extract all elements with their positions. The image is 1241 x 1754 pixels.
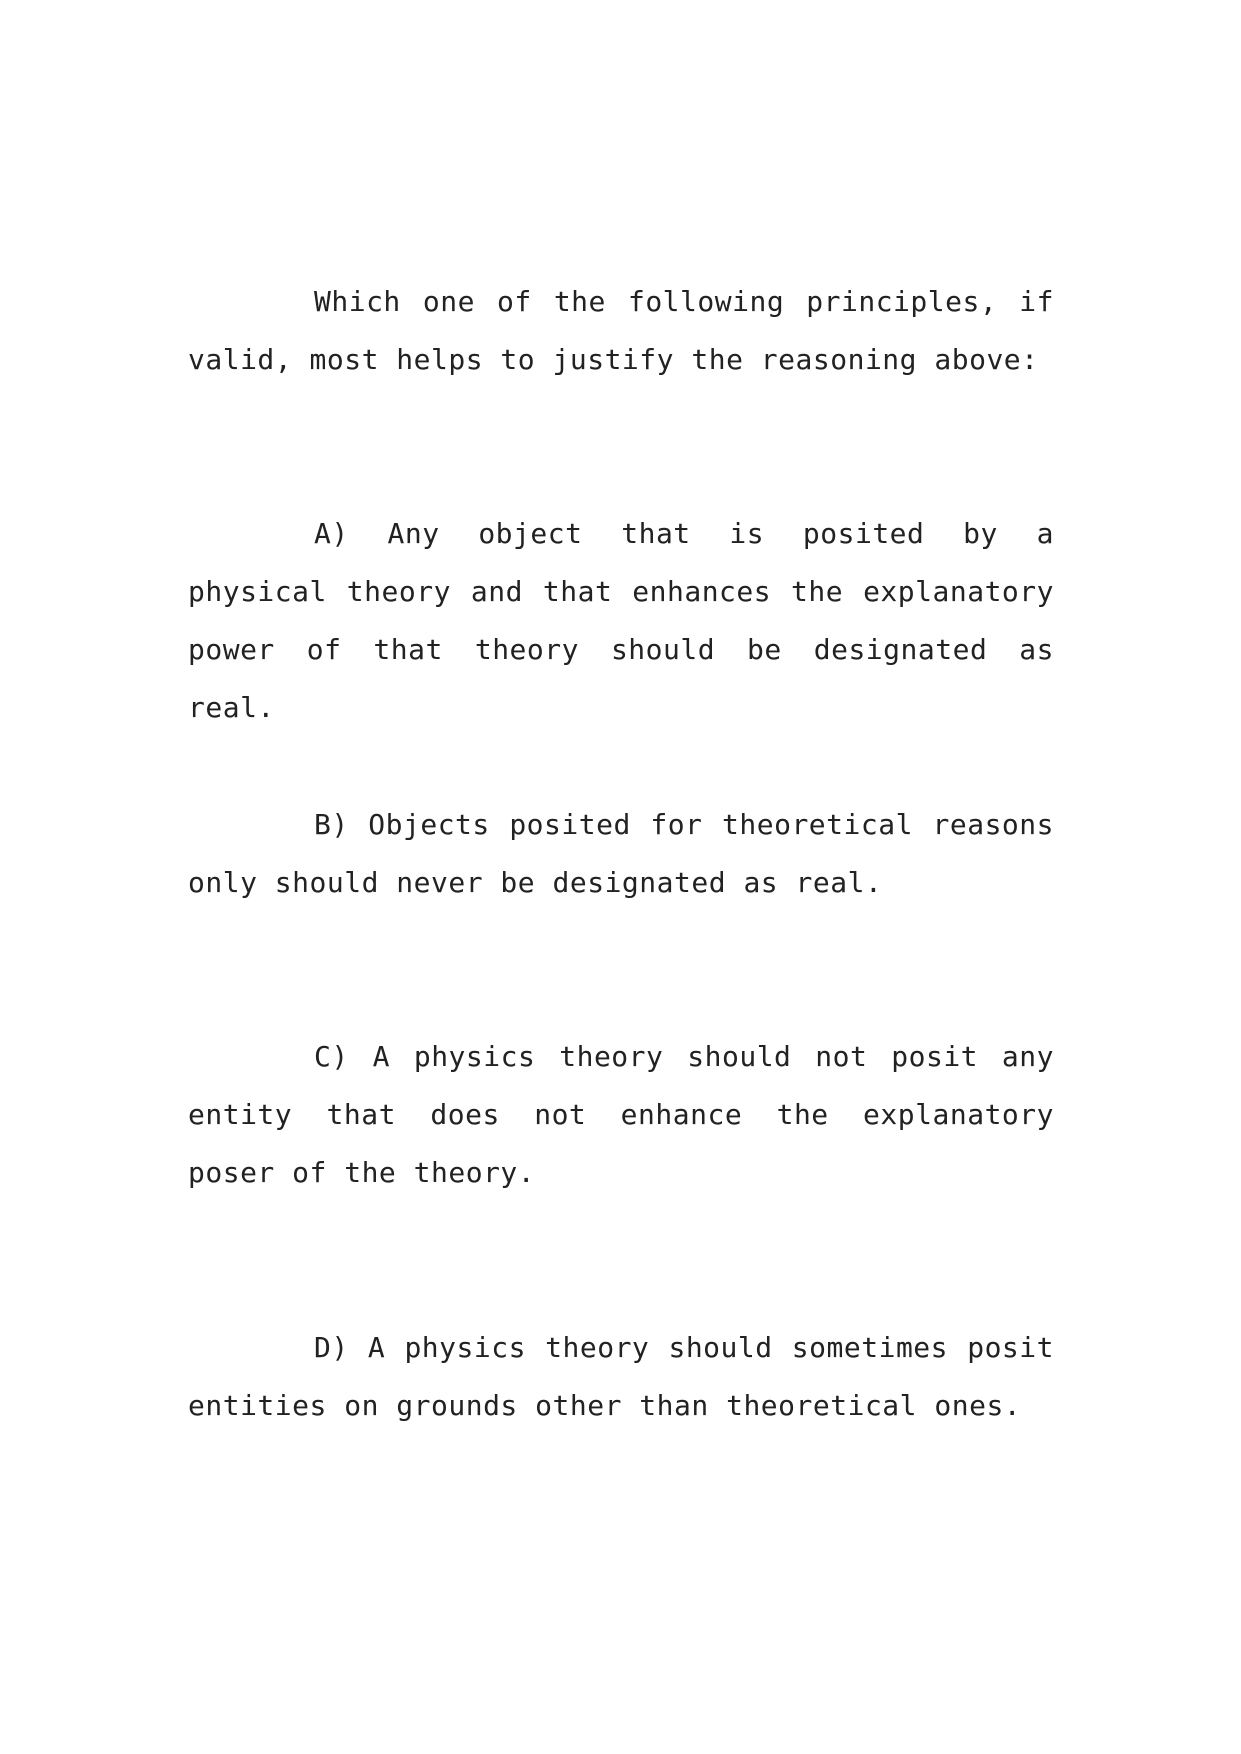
option-b: B) Objects posited for theoretical reasons only should never be designated as real. (188, 808, 1054, 899)
option-d: D) A physics theory should sometimes posit entities on grounds other than theoretical ones. (188, 1331, 1054, 1422)
option-c: C) A physics theory should not posit any entity that does not enhance the explanatory poser of the theory. (188, 1040, 1054, 1189)
option-a: A) Any object that is posited by a physical theory and that enhances the explanatory power of that theory should be designated as real. (188, 517, 1054, 724)
question-text: Which one of the following principles, if valid, most helps to justify the reasoning above: (188, 285, 1054, 376)
